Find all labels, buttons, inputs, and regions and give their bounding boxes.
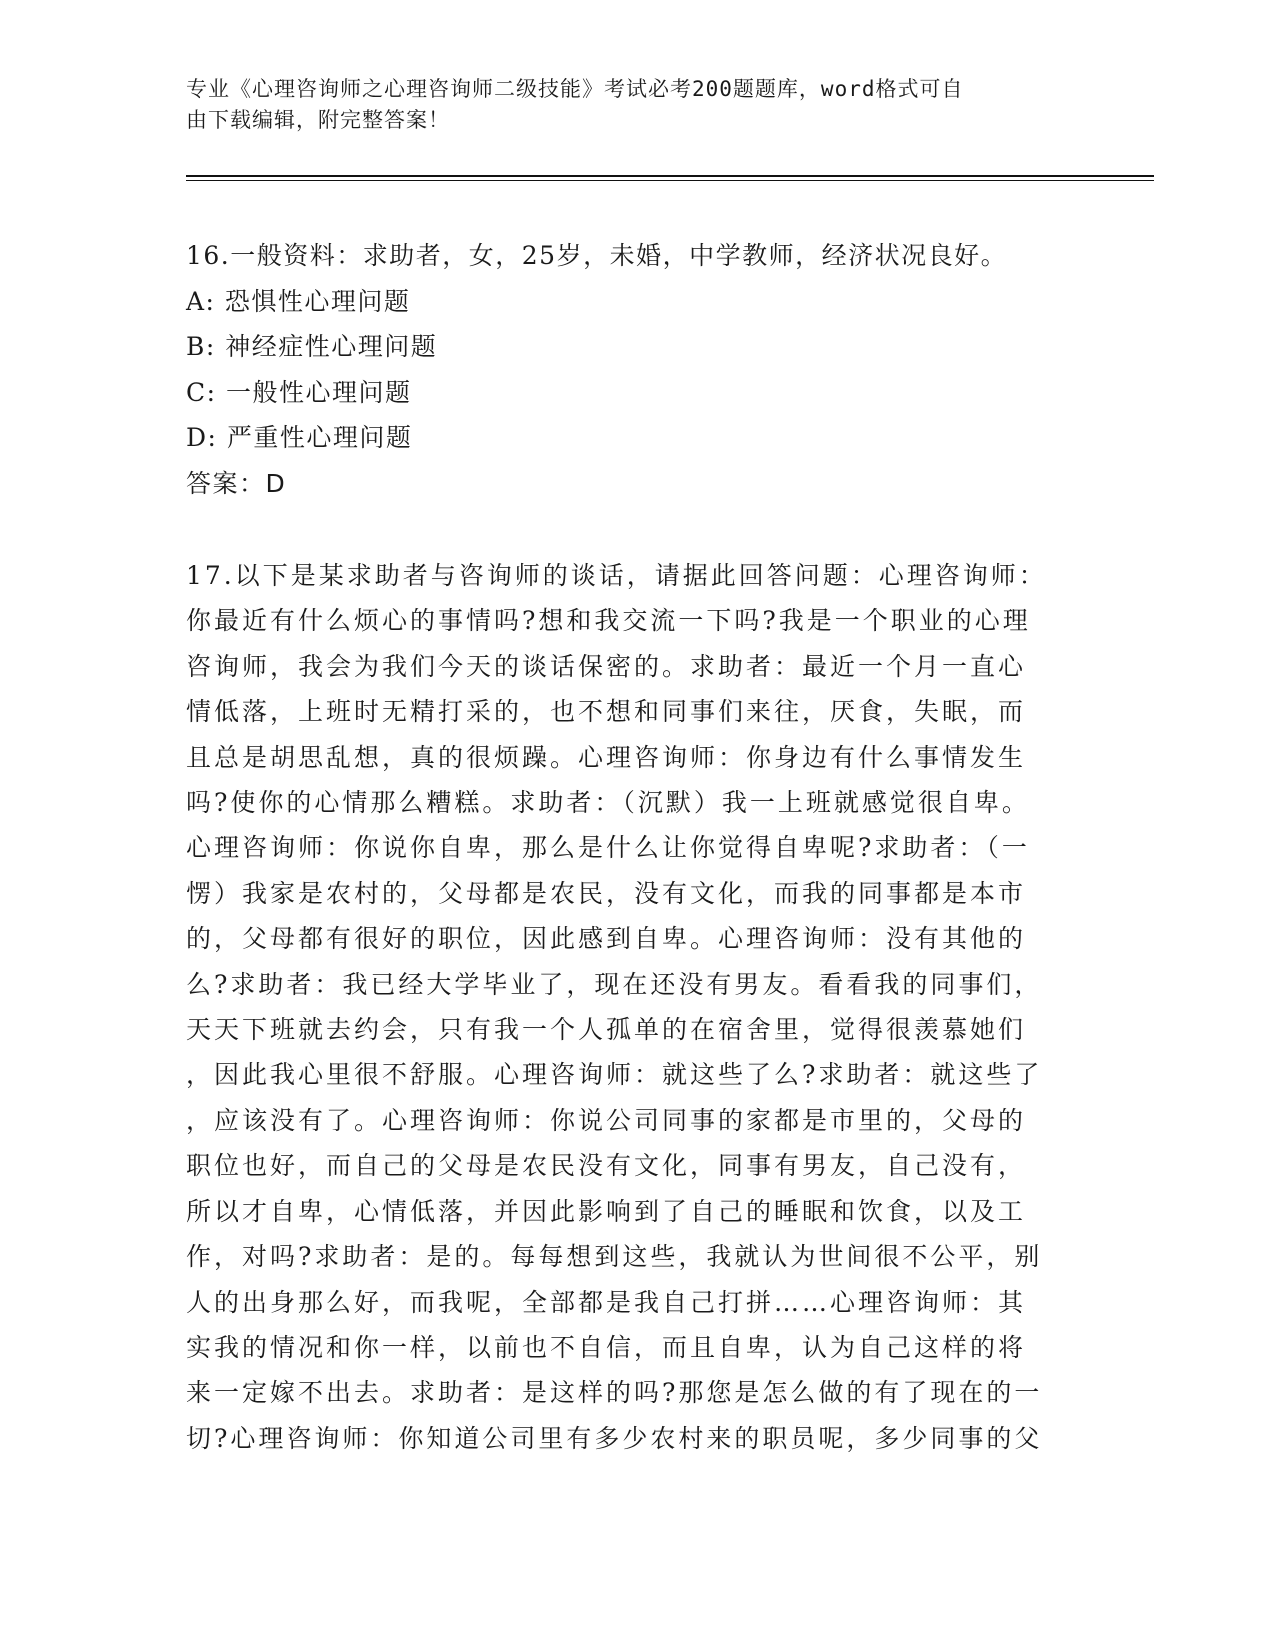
question-text-line: 天天下班就去约会，只有我一个人孤单的在宿舍里，觉得很羡慕她们 bbox=[186, 1015, 1027, 1045]
question-stem: 16.一般资料：求助者，女，25岁，未婚，中学教师，经济状况良好。 bbox=[186, 241, 1008, 270]
question-text-line: 么?求助者：我已经大学毕业了，现在还没有男友。看看我的同事们， bbox=[186, 969, 1043, 999]
question-text-line: 愣）我家是农村的，父母都是农民，没有文化，而我的同事都是本市 bbox=[186, 878, 1027, 908]
question-text-line: 咨询师，我会为我们今天的谈话保密的。求助者：最近一个月一直心 bbox=[186, 651, 1027, 681]
question-text-line: 的，父母都有很好的职位，因此感到自卑。心理咨询师：没有其他的 bbox=[186, 924, 1027, 954]
question-text-line: 且总是胡思乱想，真的很烦躁。心理咨询师：你身边有什么事情发生 bbox=[186, 742, 1027, 772]
question-text-line: 职位也好，而自己的父母是农民没有文化，同事有男友，自己没有， bbox=[186, 1151, 1027, 1181]
question-text-line: 吗?使你的心情那么糟糕。求助者：（沉默）我一上班就感觉很自卑。 bbox=[186, 788, 1030, 818]
header-divider-thick bbox=[186, 175, 1154, 177]
question-text-line: 人的出身那么好，而我呢，全部都是我自己打拼……心理咨询师：其 bbox=[186, 1287, 1027, 1317]
option-a: A: 恐惧性心理问题 bbox=[186, 286, 411, 316]
question-text-line: 17.以下是某求助者与咨询师的谈话，请据此回答问题：心理咨询师： bbox=[186, 561, 1047, 590]
question-text-line: 情低落，上班时无精打采的，也不想和同事们来往，厌食，失眠，而 bbox=[186, 697, 1027, 727]
question-text-line: 心理咨询师：你说你自卑，那么是什么让你觉得自卑呢?求助者：（一 bbox=[186, 833, 1030, 863]
question-text-line: 所以才自卑，心情低落，并因此影响到了自己的睡眠和饮食，以及工 bbox=[186, 1196, 1027, 1226]
header-divider-thin bbox=[186, 180, 1154, 181]
option-c: C: 一般性心理问题 bbox=[186, 377, 412, 407]
question-16 bbox=[186, 233, 1086, 506]
document-header bbox=[186, 74, 1076, 136]
question-text-line: 实我的情况和你一样，以前也不自信，而且自卑，认为自己这样的将 bbox=[186, 1332, 1027, 1362]
option-d: D: 严重性心理问题 bbox=[186, 423, 413, 452]
question-text-line: 切?心理咨询师：你知道公司里有多少农村来的职员呢，多少同事的父 bbox=[186, 1423, 1043, 1453]
question-text-line: ，因此我心里很不舒服。心理咨询师：就这些了么?求助者：就这些了 bbox=[186, 1060, 1043, 1090]
option-b: B: 神经症性心理问题 bbox=[186, 332, 438, 361]
question-text-line: 你最近有什么烦心的事情吗?想和我交流一下吗?我是一个职业的心理 bbox=[186, 606, 1031, 636]
question-text-line: ，应该没有了。心理咨询师：你说公司同事的家都是市里的，父母的 bbox=[186, 1105, 1027, 1135]
question-text-line: 作，对吗?求助者：是的。每每想到这些，我就认为世间很不公平，别 bbox=[186, 1242, 1043, 1272]
question-17 bbox=[186, 553, 1086, 1461]
header-line: 由下载编辑，附完整答案！ bbox=[186, 108, 450, 132]
header-line: 专业《心理咨询师之心理咨询师二级技能》考试必考200题题库，word格式可自 bbox=[186, 77, 964, 101]
answer-label: 答案：D bbox=[186, 468, 287, 498]
question-text-line: 来一定嫁不出去。求助者：是这样的吗?那您是怎么做的有了现在的一 bbox=[186, 1378, 1043, 1408]
